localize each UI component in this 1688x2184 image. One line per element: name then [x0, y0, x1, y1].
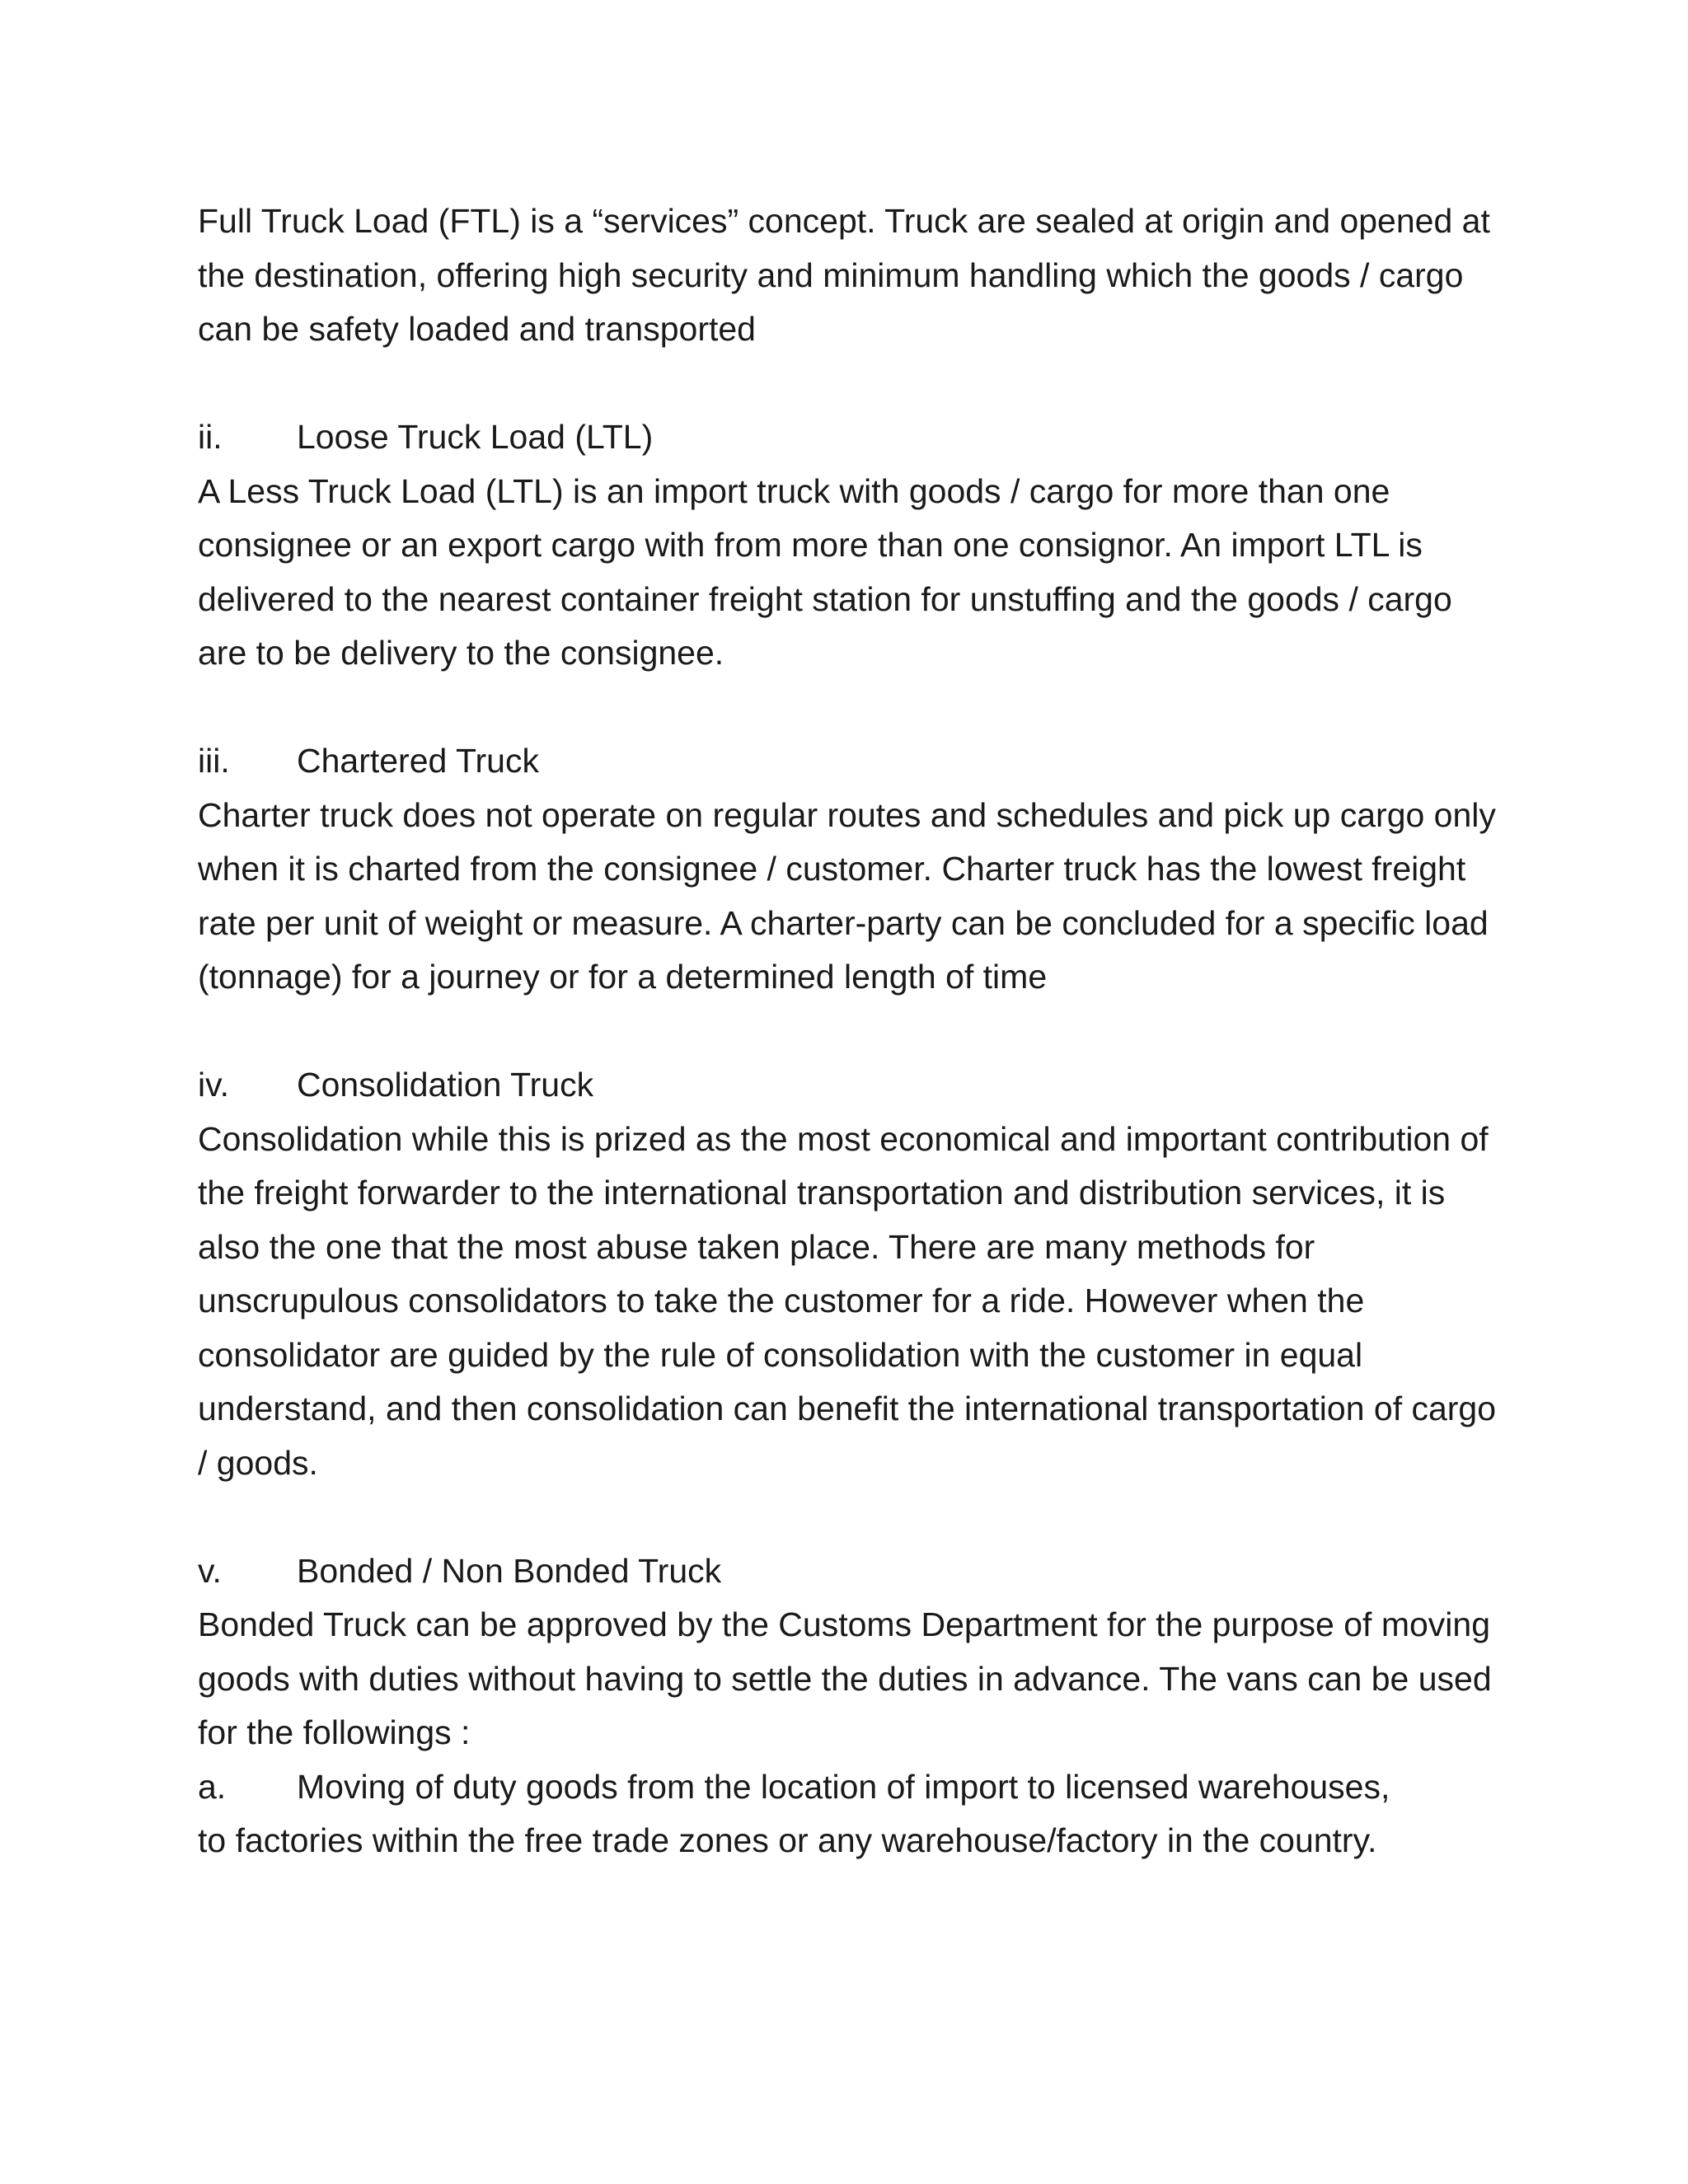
section-title: Bonded / Non Bonded Truck — [297, 1551, 722, 1590]
section-bonded — [198, 1544, 1500, 1868]
section-number: iii. — [198, 742, 230, 780]
document-body — [198, 194, 1500, 1868]
list-item-first-line — [198, 1760, 1500, 1815]
list-item-continuation: to factories within the free trade zones or any warehouse/factory in the country. — [198, 1821, 1377, 1859]
section-body: A Less Truck Load (LTL) is an import truck with goods / cargo for more than one consignee or an export cargo with from more than one consignor. An import LTL is delivered to the nearest container freight station for unstuffing and the goods / cargo are to be delivery to the consignee. — [198, 471, 1452, 672]
section-number: v. — [198, 1551, 222, 1590]
section-heading — [198, 734, 1500, 789]
section-body: Consolidation while this is prized as the most economical and important contribution of the freight forwarder to the international transportation and distribution services, it is also the one that the most abuse taken place. There are many methods for unscrupulous consolidators to take the customer for a ride. However when the consolidator are guided by the rule of consolidation with the customer in equal understand, and then consolidation can benefit the international transportation of cargo / goods. — [198, 1119, 1497, 1482]
section-body: Charter truck does not operate on regular routes and schedules and pick up cargo only when it is charted from the consignee / customer. Charter truck has the lowest freight rate per unit of weight or measure. A charter-party can be concluded for a specific load (tonnage) for a journey or for a determined length of time — [198, 795, 1496, 996]
section-title: Chartered Truck — [297, 742, 539, 780]
list-marker: a. — [198, 1767, 227, 1806]
list-item — [198, 1760, 1500, 1868]
section-consolidation — [198, 1058, 1500, 1490]
section-title: Loose Truck Load (LTL) — [297, 418, 654, 456]
section-title: Consolidation Truck — [297, 1066, 594, 1104]
intro-paragraph: Full Truck Load (FTL) is a “services” concept. Truck are sealed at origin and opened at the destination, offering high security and minimum handling which the goods / cargo can be safety loaded and transported — [198, 202, 1490, 348]
section-number: ii. — [198, 418, 223, 456]
section-ltl — [198, 410, 1500, 681]
section-heading — [198, 1544, 1500, 1599]
section-heading — [198, 410, 1500, 465]
section-number: iv. — [198, 1066, 229, 1104]
list-item-text: Moving of duty goods from the location of import to licensed warehouses, — [297, 1767, 1390, 1806]
section-heading — [198, 1058, 1500, 1113]
section-chartered — [198, 734, 1500, 1005]
section-body: Bonded Truck can be approved by the Customs Department for the purpose of moving goods with duties without having to settle the duties in advance. The vans can be used for the followings : — [198, 1605, 1492, 1751]
